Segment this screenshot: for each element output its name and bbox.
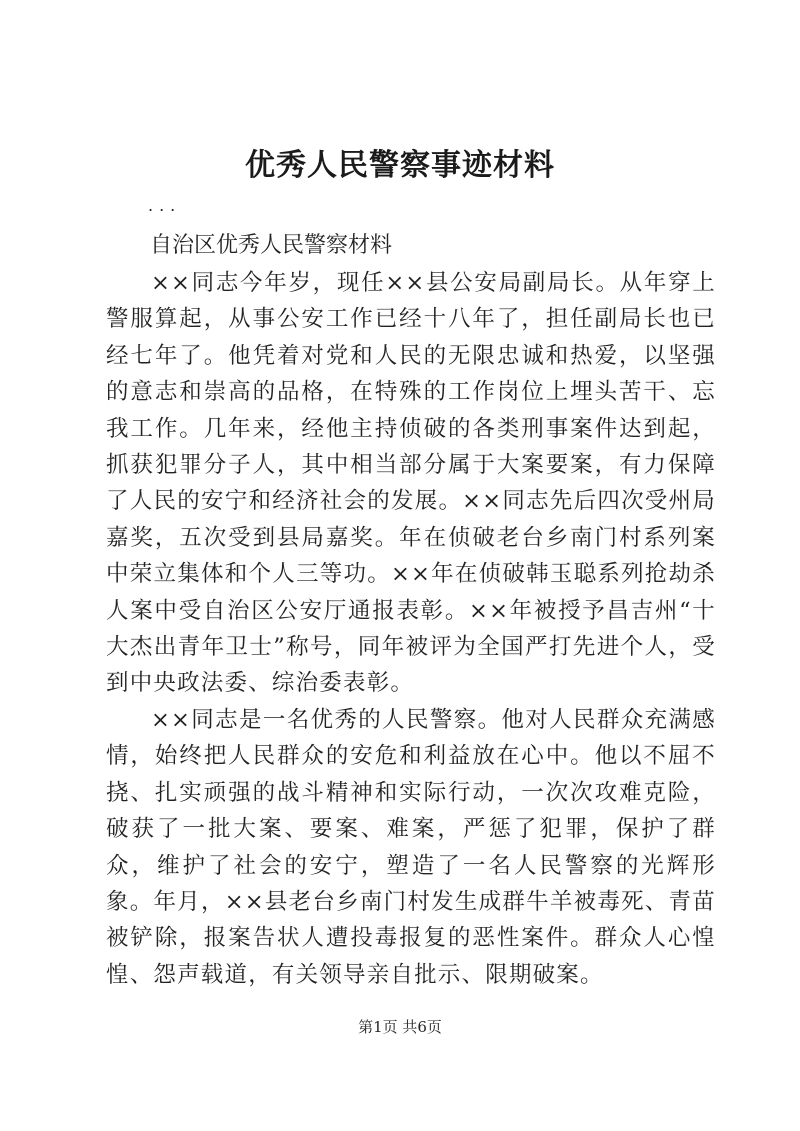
paragraph-2: ××同志是一名优秀的人民警察。他对人民群众充满感情，始终把人民群众的安危和利益放在心中。他以不屈不挠、扎实顽强的战斗精神和实际行动，一次次攻难克险，破获了一批大案、要案、难案，严惩了犯罪，保护了群众，维护了社会的安宁，塑造了一名人民警察的光辉形象。年月，××县老台乡南门村发生成群牛羊被毒死、青苗被铲除，报案告状人遭投毒报复的恶性案件。群众人心惶惶、怨声载道，有关领导亲自批示、限期破案。 xyxy=(106,706,716,988)
page-footer: 第1页 共6页 xyxy=(358,1018,442,1036)
ellipsis-marker: ... xyxy=(148,196,182,215)
document-title: 优秀人民警察事迹材料 xyxy=(245,148,555,183)
document-subtitle: 自治区优秀人民警察材料 xyxy=(150,233,393,258)
document-body xyxy=(106,265,716,993)
paragraph-1: ××同志今年岁，现任××县公安局副局长。从年穿上警服算起，从事公安工作已经十八年了，担任副局长也已经七年了。他凭着对党和人民的无限忠诚和热爱，以坚强的意志和崇高的品格，在特殊的工作岗位上埋头苦干、忘我工作。几年来，经他主持侦破的各类刑事案件达到起，抓获犯罪分子人，其中相当部分属于大案要案，有力保障了人民的安宁和经济社会的发展。××同志先后四次受州局嘉奖，五次受到县局嘉奖。年在侦破老台乡南门村系列案中荣立集体和个人三等功。××年在侦破韩玉聪系列抢劫杀人案中受自治区公安厅通报表彰。××年被授予昌吉州“十大杰出青年卫士”称号，同年被评为全国严打先进个人，受到中央政法委、综治委表彰。 xyxy=(106,270,716,697)
